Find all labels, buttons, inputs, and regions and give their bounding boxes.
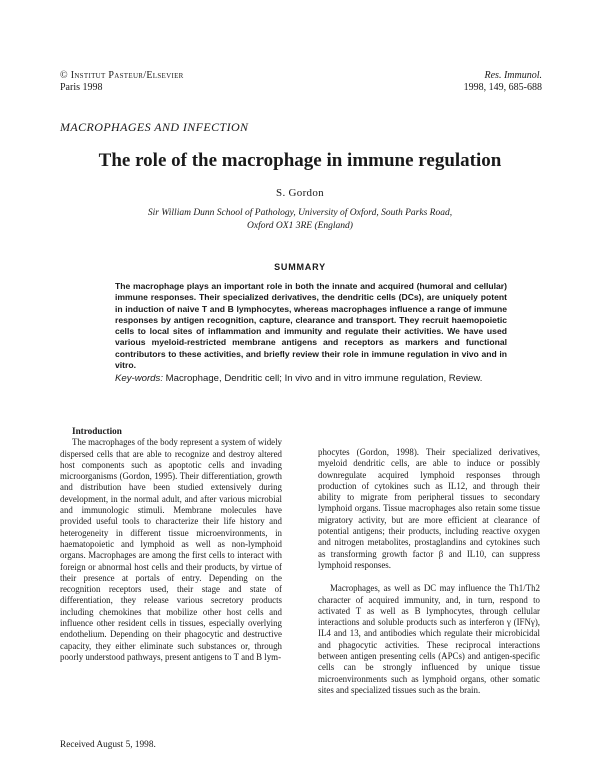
journal-citation: 1998, 149, 685-688	[463, 82, 542, 93]
body-paragraph: Macrophages, as well as DC may influence the Th1/Th2 character of acquired immunity, and, in turn, respond to activated T as well as B lymphocytes, through cellular interactions and soluble products such as interferon γ (IFNγ), IL4 and 13, and antibodies which regulate their microbicidal and phagocytic activities. These reciprocal interactions between antigen presenting cells (APCs) and antigen-specific cells can be strongly influenced by unique tissue microenvironments such as lymphoid organs, other somatic sites and specialized tissues such as the brain.	[318, 583, 540, 695]
keywords	[115, 373, 507, 386]
introduction-heading: Introduction	[72, 426, 122, 436]
body-column-right	[318, 447, 540, 696]
journal-citation-block	[464, 70, 542, 94]
keywords-text: Macrophage, Dendritic cell; In vivo and in vitro immune regulation, Review.	[165, 373, 483, 384]
section-label: MACROPHAGES AND INFECTION	[60, 120, 249, 134]
affiliation-line-2: Oxford OX1 3RE (England)	[247, 221, 353, 231]
body-column-left	[60, 426, 282, 663]
keywords-label: Key-words:	[115, 373, 163, 384]
journal-name: Res. Immunol.	[484, 70, 542, 81]
author-affiliation	[90, 207, 510, 233]
body-paragraph: phocytes (Gordon, 1998). Their specialized derivatives, myeloid dendritic cells, are able to induce or possibly downregulate acquired lymphoid responses through production of cytokines such as IL12, and through their ability to migrate from peripheral tissues to secondary lymphoid organs. Tissue macrophages also retain some tissue migratory activity, but are more efficient at clearance of potential antigens; their products, including reactive oxygen and nitrogen metabolites, prostaglandins and cytokines such as transforming growth factor β and IL10, can suppress lymphoid responses.	[318, 447, 540, 570]
publisher-line: © Institut Pasteur/Elsevier	[60, 70, 184, 81]
summary-text: The macrophage plays an important role in both the innate and acquired (humoral and cellular) immune responses. Their specialized derivatives, the dendritic cells (DCs), are uniquely potent in induction of naive T and B lymphocytes, whereas macrophages influence a range of immune responses by antigen recognition, capture, clearance and transport. They recruit haemopoietic cells to local sites of inflammation and immunity and regulate their activities. We have used various myeloid-restricted membrane antigens and receptors as markers and functional contributors to these activities, and briefly review their role in immune regulation in vivo and in vitro.	[115, 281, 507, 371]
place-year-line: Paris 1998	[60, 82, 103, 93]
journal-publisher-block	[60, 70, 184, 94]
article-title: The role of the macrophage in immune regulation	[98, 150, 502, 171]
body-paragraph: The macrophages of the body represent a system of widely dispersed cells that are able to recognize and destroy altered host components such as apoptotic cells and invading microorganisms (Gordon, 1995). Their differentiation, growth and distribution have been studied extensively during development, in the normal adult, and after various microbial and immunologic stimuli. Membrane molecules have provided useful tools to characterize their life history and heterogeneity in different tissue microenvironments, in haematopoietic and lymphoid as well as non-lymphoid organs. Macrophages are among the first cells to interact with foreign or abnormal host cells and their products, by virtue of their presence at portals of entry. Depending on the recognition receptors used, their stage and state of differentiation, they release various secretory products including chemokines that mobilize other host cells and influence other resident cells in tissues, especially overlying endothelium. Depending on their phagocytic and destructive capacity, they either eliminate such substances or, through poorly understood pathways, present antigens to T and B lym-	[60, 437, 282, 662]
received-date: Received August 5, 1998.	[60, 740, 156, 750]
summary-heading: SUMMARY	[274, 262, 326, 272]
affiliation-line-1: Sir William Dunn School of Pathology, University of Oxford, South Parks Road,	[147, 208, 453, 218]
author-name: S. Gordon	[276, 187, 324, 199]
